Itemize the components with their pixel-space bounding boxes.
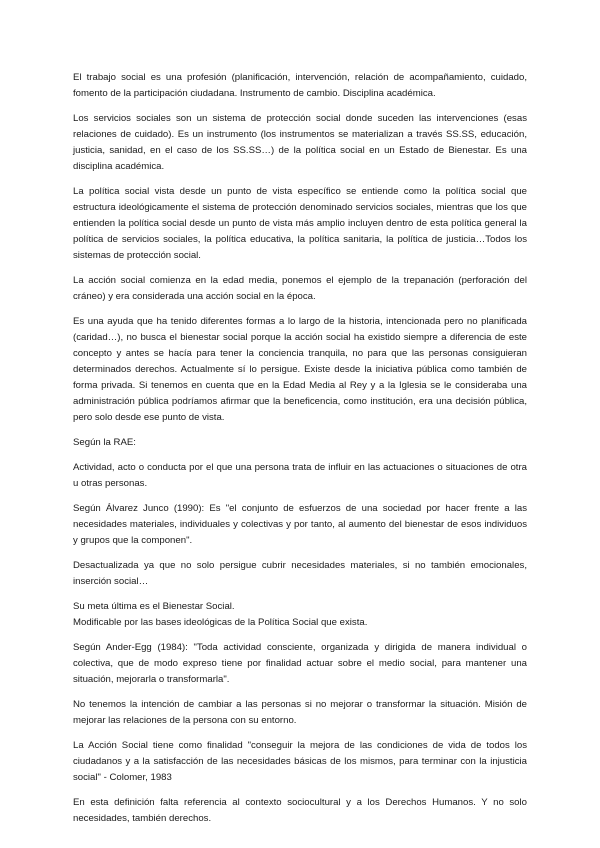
paragraph-modificable: Modificable por las bases ideológicas de la Política Social que exista. [73, 617, 368, 628]
paragraph-desactualizada: Desactualizada ya que no solo persigue cubrir necesidades materiales, si no también emocionales, inserción social… [73, 560, 527, 587]
paragraph-accion-social-origen: La acción social comienza en la edad media, ponemos el ejemplo de la trepanación (perforación del cráneo) y era considerada una acción social en la época. [73, 275, 527, 302]
paragraph-colomer: La Acción Social tiene como finalidad "conseguir la mejora de las condiciones de vida de todos los ciudadanos y a la satisfacción de las necesidades básicas de los mismos, para terminar con la injusticia social" - Colomer, 1983 [73, 740, 527, 783]
paragraph-politica-social: La política social vista desde un punto de vista específico se entiende como la política social que estructura ideológicamente el sistema de protección denominado servicios sociales, mientras que los que entienden la política social desde un punto de vista más amplio incluyen dentro de esta política general la política de servicios sociales, la política educativa, la política sanitaria, la política de justicia…Todos los sistemas de protección social. [73, 186, 527, 261]
document-page [73, 70, 527, 836]
paragraph-servicios-sociales: Los servicios sociales son un sistema de protección social donde suceden las intervenciones (esas relaciones de cuidado). Es un instrumento (los instrumentos se materializan a través SS.SS, educación, justicia, sanidad, en el caso de los SS.SS…) de la política social en un Estado de Bienestar. Es una disciplina académica. [73, 113, 527, 172]
paragraph-meta-ultima: Su meta última es el Bienestar Social. [73, 601, 235, 612]
paragraph-alvarez-junco: Según Álvarez Junco (1990): Es "el conjunto de esfuerzos de una sociedad por hacer frente a las necesidades materiales, individuales y colectivas y por tanto, al aumento del bienestar de esos individuos y grupos que la componen". [73, 503, 527, 546]
paragraph-ayuda-historia: Es una ayuda que ha tenido diferentes formas a lo largo de la historia, intencionada pero no planificada (caridad…), no busca el bienestar social porque la acción social ha existido siempre a diferencia de este concepto y antes se hacía para tener la conciencia tranquila, no para que las personas consiguieran determinados derechos. Actualmente sí lo persigue. Existe desde la iniciativa pública como también de forma privada. Si tenemos en cuenta que en la Edad Media al Rey y a la Iglesia se le consideraba una administración pública podríamos afirmar que la beneficencia, como institución, era una decisión pública, pero solo desde ese punto de vista. [73, 316, 527, 423]
paragraph-trabajo-social: El trabajo social es una profesión (planificación, intervención, relación de acompañamiento, cuidado, fomento de la participación ciudadana. Instrumento de cambio. Disciplina académica. [73, 72, 527, 99]
paragraph-ander-egg: Según Ander-Egg (1984): "Toda actividad consciente, organizada y dirigida de manera individual o colectiva, que de modo expreso tiene por finalidad actuar sobre el medio social, para mantener una situación, mejorarla o transformarla". [73, 642, 527, 685]
paragraph-segun-rae: Según la RAE: [73, 437, 136, 448]
paragraph-definicion-rae: Actividad, acto o conducta por el que una persona trata de influir en las actuaciones o situaciones de otra u otras personas. [73, 462, 527, 489]
paragraph-intencion: No tenemos la intención de cambiar a las personas si no mejorar o transformar la situación. Misión de mejorar las relaciones de la persona con su entorno. [73, 699, 527, 726]
paragraph-falta-referencia: En esta definición falta referencia al contexto sociocultural y a los Derechos Humanos. Y no solo necesidades, también derechos. [73, 797, 527, 824]
